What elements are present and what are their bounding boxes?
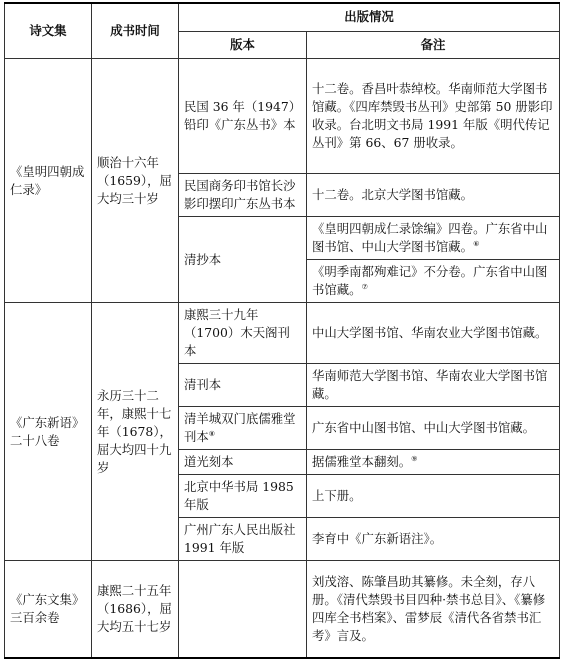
note-text: 广东省中山图书馆、中山大学图书馆藏。	[312, 420, 536, 435]
edition-cell	[179, 561, 307, 659]
edition-cell: 广州广东人民出版社 1991 年版	[179, 518, 307, 561]
time-cell: 康熙二十五年（1686），屈大均五十七岁	[92, 561, 179, 659]
note-cell	[307, 407, 560, 450]
note-text: 据儒雅堂本翻刻。	[312, 454, 412, 469]
note-cell	[307, 518, 560, 561]
edition-cell: 民国商务印书馆长沙影印摆印广东丛书本	[179, 174, 307, 217]
note-cell	[307, 475, 560, 518]
edition-cell: 康熙三十九年（1700）木天阁刊本	[179, 303, 307, 364]
header-time: 成书时间	[92, 3, 179, 59]
note-text: 十二卷。香昌叶恭绰校。华南师范大学图书馆藏。《四库禁毁书丛刊》史部第 50 册影印收录。台北明文书局 1991 年版《明代传记丛刊》第 66、67 册收录。	[312, 81, 553, 150]
header-notes: 备注	[307, 31, 560, 58]
time-cell: 永历三十二年，康熙十七年（1678），屈大均四十九岁	[92, 303, 179, 561]
note-cell	[307, 561, 560, 659]
note-text: 《皇明四朝成仁录馀编》四卷。广东省中山图书馆、中山大学图书馆藏。	[312, 221, 548, 254]
footnote-mark: ⑧	[208, 429, 216, 438]
note-text: 刘茂溶、陈肇昌助其纂修。未全刻，存八册。《清代禁毁书目四种·禁书总目》、《纂修四库全书档案》、雷梦辰《清代各省禁书汇考》言及。	[312, 574, 546, 643]
footnote-mark: ⑨	[411, 454, 418, 463]
edition-cell: 民国 36 年（1947）铅印《广东丛书》本	[179, 59, 307, 174]
collection-cell: 《广东新语》二十八卷	[5, 303, 92, 561]
edition-cell: 清抄本	[179, 217, 307, 303]
footnote-mark: ⑥	[473, 239, 480, 248]
note-text: 李育中《广东新语注》。	[312, 531, 443, 546]
edition-text: 清羊城双门底儒雅堂刊本	[184, 411, 296, 444]
header-publication: 出版情况	[179, 3, 560, 31]
note-cell	[307, 260, 560, 303]
header-collection: 诗文集	[5, 3, 92, 59]
note-text: 十二卷。北京大学图书馆藏。	[312, 187, 474, 202]
footnote-mark: ⑦	[361, 282, 368, 291]
collection-cell: 《广东文集》三百余卷	[5, 561, 92, 659]
note-cell	[307, 450, 560, 475]
note-text: 《明季南都殉难记》不分卷。广东省中山图书馆藏。	[312, 264, 548, 297]
time-cell: 顺治十六年（1659），屈大均三十岁	[92, 59, 179, 303]
note-text: 上下册。	[312, 488, 362, 503]
note-cell	[307, 59, 560, 174]
note-cell	[307, 217, 560, 260]
note-cell	[307, 303, 560, 364]
header-edition: 版本	[179, 31, 307, 58]
publication-table	[4, 2, 560, 659]
note-text: 中山大学图书馆、华南农业大学图书馆藏。	[312, 325, 548, 340]
collection-cell: 《皇明四朝成仁录》	[5, 59, 92, 303]
edition-cell: 清刊本	[179, 364, 307, 407]
note-cell	[307, 174, 560, 217]
edition-cell: 道光刻本	[179, 450, 307, 475]
note-cell	[307, 364, 560, 407]
edition-cell	[179, 407, 307, 450]
edition-cell: 北京中华书局 1985 年版	[179, 475, 307, 518]
note-text: 华南师范大学图书馆、华南农业大学图书馆藏。	[312, 368, 548, 401]
